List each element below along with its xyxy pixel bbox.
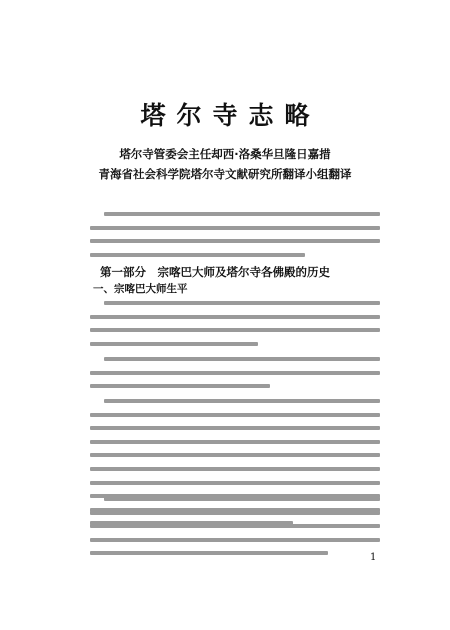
text-line — [90, 342, 258, 346]
page-number: 1 — [370, 552, 377, 563]
text-line — [90, 481, 380, 485]
text-line — [90, 538, 380, 542]
text-line — [90, 426, 380, 430]
text-line — [104, 399, 380, 403]
text-line — [90, 467, 380, 471]
text-line — [90, 371, 380, 375]
translator-line: 青海省社会科学院塔尔寺文献研究所翻译小组翻译 — [98, 167, 352, 181]
body-paragraph — [90, 301, 380, 355]
text-line — [90, 440, 380, 444]
text-line — [90, 328, 380, 332]
article-title: 塔尔寺志略 — [140, 101, 321, 130]
text-line — [90, 524, 380, 528]
body-paragraph — [90, 497, 380, 565]
text-line — [90, 453, 380, 457]
author-line: 塔尔寺管委会主任却西·洛桑华旦隆日嘉措 — [119, 147, 331, 161]
text-line — [104, 212, 380, 216]
text-line — [90, 511, 380, 515]
subsection-heading: 一、宗喀巴大师生平 — [93, 283, 188, 295]
text-line — [104, 301, 380, 305]
text-line — [90, 315, 380, 319]
text-line — [90, 253, 305, 257]
section-heading: 第一部分 宗喀巴大师及塔尔寺各佛殿的历史 — [100, 265, 330, 279]
text-line — [104, 497, 380, 501]
text-line — [90, 551, 328, 555]
text-line — [90, 384, 270, 388]
text-line — [90, 239, 380, 243]
text-line — [90, 226, 380, 230]
text-line — [104, 357, 380, 361]
body-paragraph — [90, 357, 380, 398]
intro-paragraph — [90, 212, 380, 266]
text-line — [90, 413, 380, 417]
